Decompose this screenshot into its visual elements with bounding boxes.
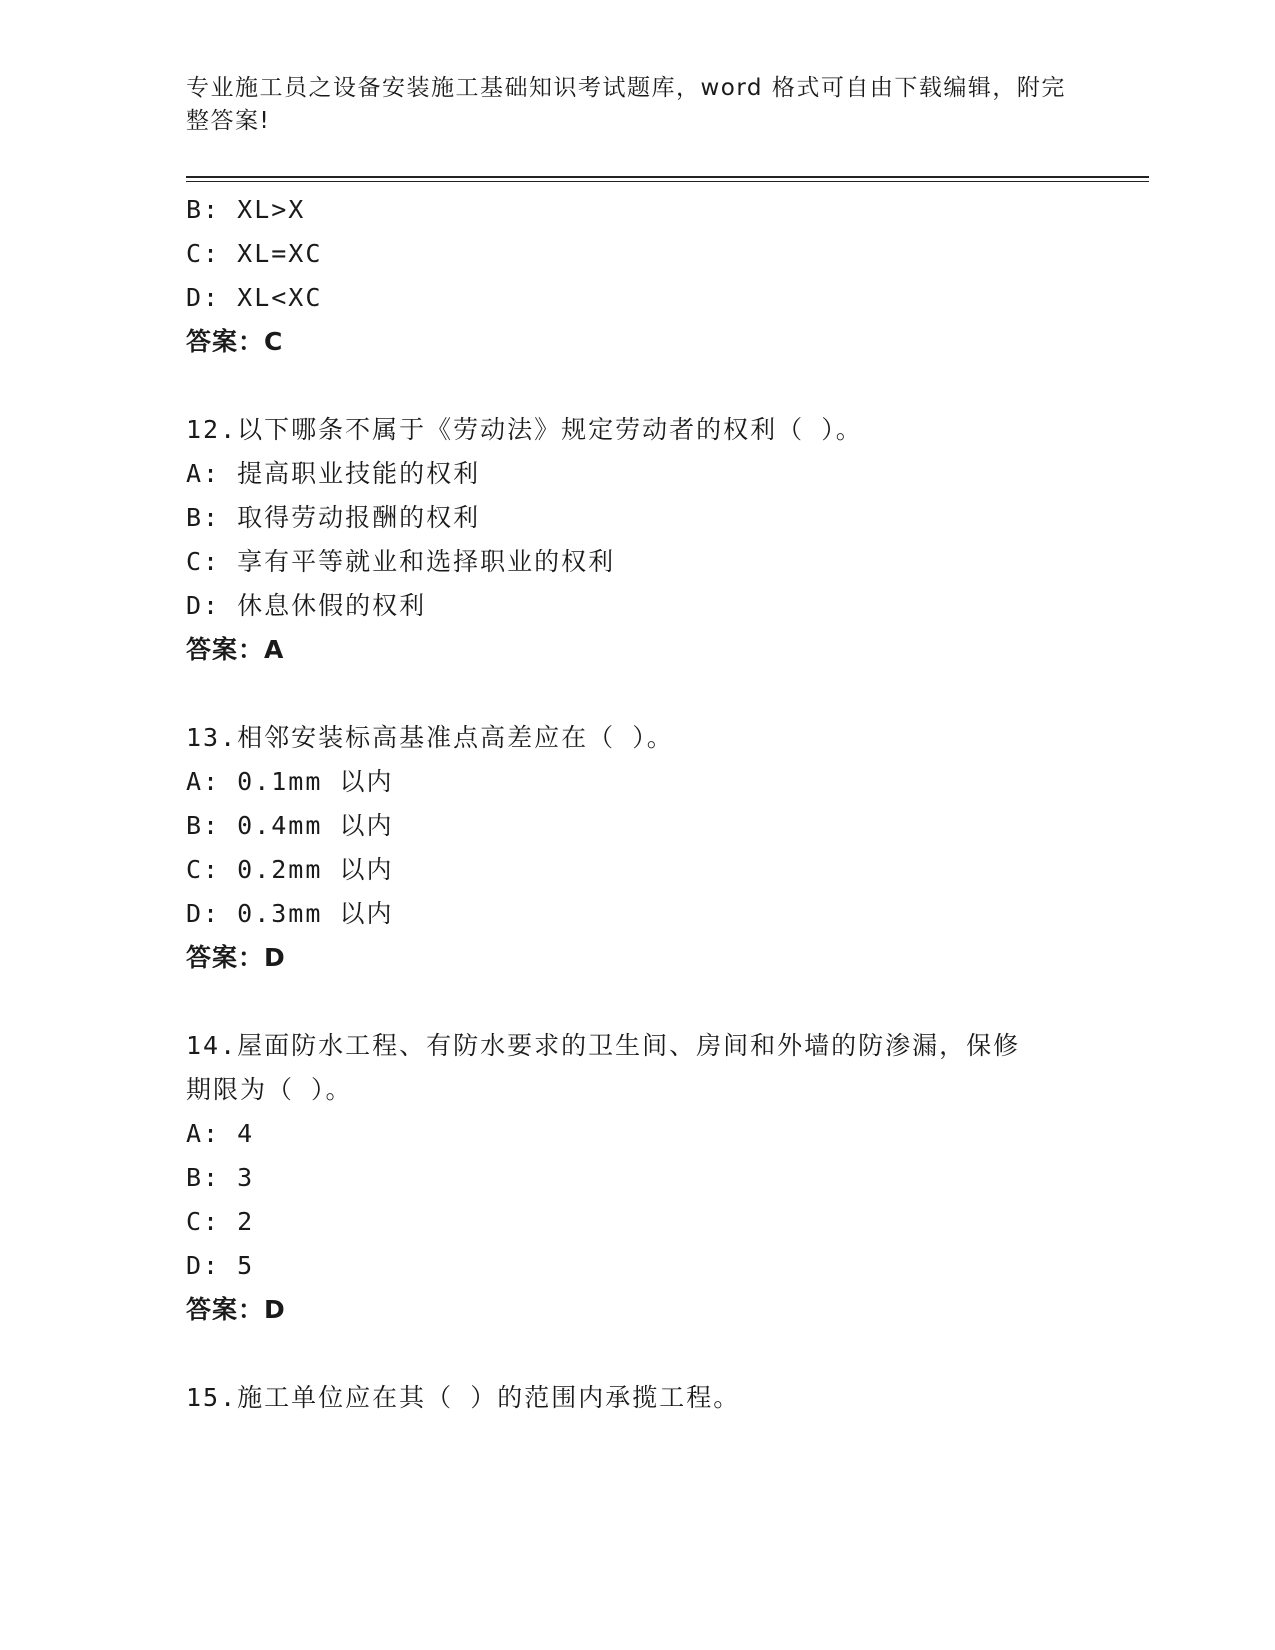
q13-option-c: C: 0.2mm 以内: [186, 855, 394, 884]
q11-answer: 答案：C: [186, 327, 284, 356]
q12-answer: 答案：A: [186, 635, 285, 664]
header-line-1: 专业施工员之设备安装施工基础知识考试题库，word 格式可自由下载编辑，附完: [186, 75, 1066, 101]
q12-option-c: C: 享有平等就业和选择职业的权利: [186, 547, 616, 576]
q12-question: 12.以下哪条不属于《劳动法》规定劳动者的权利（ ）。: [186, 415, 863, 444]
q13-question: 13.相邻安装标高基准点高差应在（ ）。: [186, 723, 674, 752]
q14-question-line-1: 14.屋面防水工程、有防水要求的卫生间、房间和外墙的防渗漏，保修: [186, 1031, 1021, 1060]
q12-option-d: D: 休息休假的权利: [186, 591, 427, 620]
q11-option-b: B: XL>X: [186, 195, 306, 224]
q14-option-b: B: 3: [186, 1163, 255, 1192]
q13-option-b: B: 0.4mm 以内: [186, 811, 394, 840]
header-rule-thick: [186, 176, 1149, 178]
q12-option-b: B: 取得劳动报酬的权利: [186, 503, 481, 532]
q14-option-c: C: 2: [186, 1207, 255, 1236]
q13-answer: 答案：D: [186, 943, 286, 972]
q14-question-line-2: 期限为（ ）。: [186, 1075, 353, 1104]
header-line-2: 整答案!: [186, 108, 271, 134]
q11-option-d: D: XL<XC: [186, 283, 323, 312]
q15-question: 15.施工单位应在其（ ）的范围内承揽工程。: [186, 1383, 741, 1412]
q12-option-a: A: 提高职业技能的权利: [186, 459, 481, 488]
q11-option-c: C: XL=XC: [186, 239, 323, 268]
q13-option-a: A: 0.1mm 以内: [186, 767, 394, 796]
header-rule-thin: [186, 181, 1149, 182]
q14-answer: 答案：D: [186, 1295, 286, 1324]
q14-option-a: A: 4: [186, 1119, 255, 1148]
q13-option-d: D: 0.3mm 以内: [186, 899, 394, 928]
document-header: [186, 72, 1086, 138]
q14-option-d: D: 5: [186, 1251, 255, 1280]
